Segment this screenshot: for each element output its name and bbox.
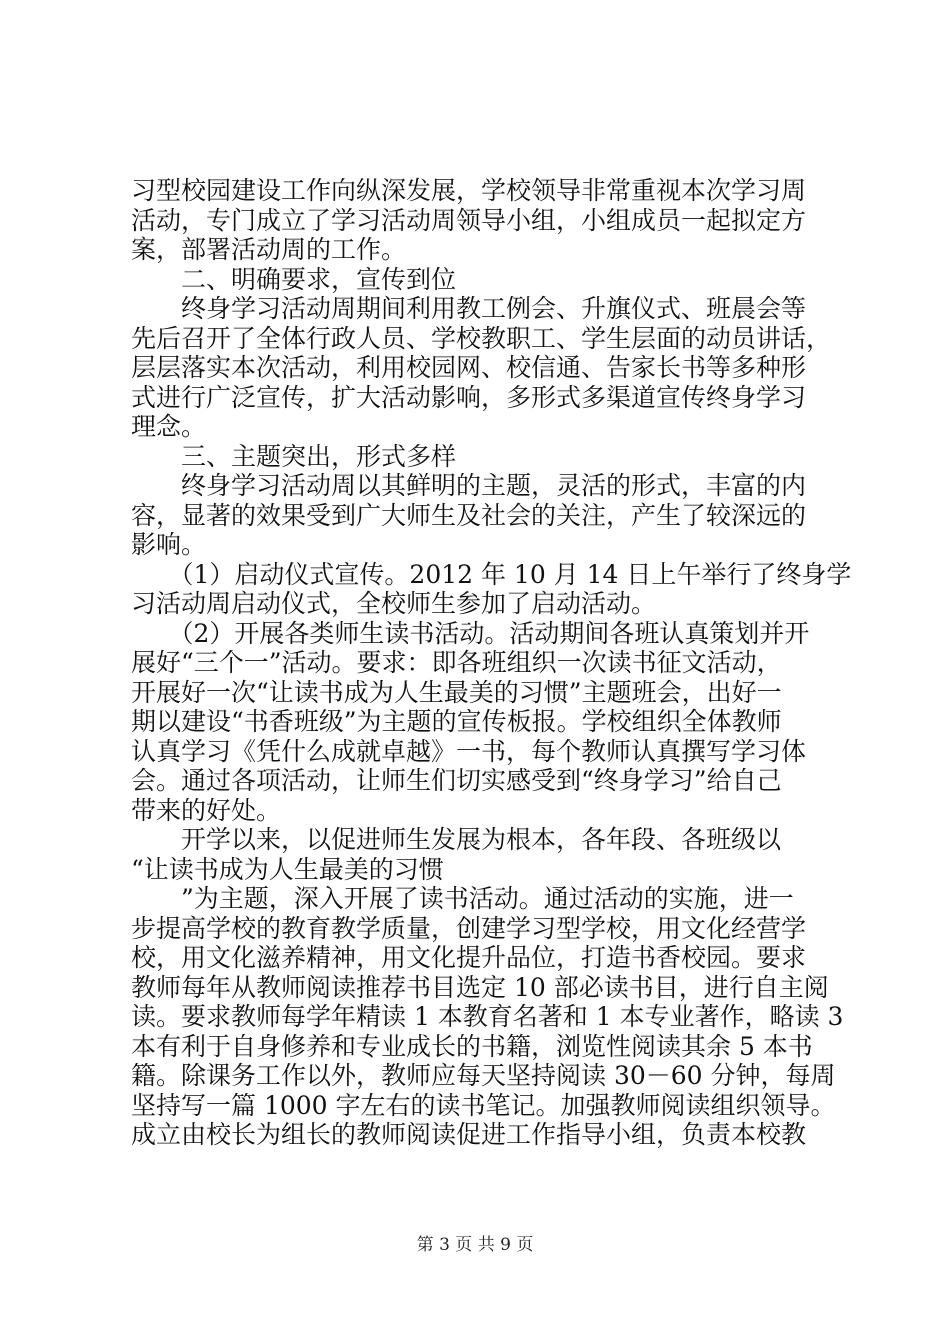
text-line: 终身学习活动周以其鲜明的主题，灵活的形式，丰富的内	[131, 471, 807, 500]
text-line: 理念。	[131, 412, 207, 441]
text-line: 开学以来，以促进师生发展为根本，各年段、各班级以	[131, 825, 782, 854]
text-line: 先后召开了全体行政人员、学校教职工、学生层面的动员讲话，	[131, 323, 832, 353]
text-line: 层层落实本次活动，利用校园网、校信通、告家长书等多种形	[131, 353, 807, 382]
text-line: 校，用文化滋养精神，用文化提升品位，打造书香校园。要求	[131, 943, 807, 972]
section-heading: 二、明确要求，宣传到位	[131, 264, 457, 294]
text-line: 容，显著的效果受到广大师生及社会的关注，产生了较深远的	[131, 500, 807, 530]
text-line: 认真学习《凭什么成就卓越》一书，每个教师认真撰写学习体	[131, 736, 807, 766]
text-line: 本有利于自身修养和专业成长的书籍，浏览性阅读其余 5 本书	[131, 1031, 813, 1061]
text-line: （1）启动仪式宣传。2012 年 10 月 14 日上午举行了终身学	[131, 559, 852, 589]
text-line: 开展好一次“让读书成为人生最美的习惯”主题班会，出好一	[131, 677, 782, 707]
text-line: 终身学习活动周期间利用教工例会、升旗仪式、班晨会等	[131, 294, 807, 323]
text-line: 习型校园建设工作向纵深发展，学校领导非常重视本次学习周	[131, 176, 807, 205]
text-line: 坚持写一篇 1000 字左右的读书笔记。加强教师阅读组织领导。	[131, 1090, 836, 1120]
text-line: 影响。	[131, 530, 207, 559]
document-body	[131, 176, 852, 1150]
text-line: 习活动周启动仪式，全校师生参加了启动活动。	[131, 589, 657, 618]
text-line: 籍。除课务工作以外，教师应每天坚持阅读 30－60 分钟，每周	[131, 1061, 836, 1090]
text-line: 教师每年从教师阅读推荐书目选定 10 部必读书目，进行自主阅	[131, 972, 829, 1002]
text-line: 步提高学校的教育教学质量，创建学习型学校，用文化经营学	[131, 913, 807, 943]
text-line: 式进行广泛宣传，扩大活动影响，多形式多渠道宣传终身学习	[131, 382, 807, 412]
text-line: 期以建设“书香班级”为主题的宣传板报。学校组织全体教师	[131, 707, 782, 736]
text-line: 读。要求教师每学年精读 1 本教育名著和 1 本专业著作，略读 3	[131, 1002, 844, 1031]
text-line: 案，部署活动周的工作。	[131, 235, 407, 264]
text-line: “让读书成为人生最美的习惯	[131, 854, 444, 884]
text-line: 会。通过各项活动，让师生们切实感受到“终身学习”给自己	[131, 766, 782, 795]
section-heading: 三、主题突出，形式多样	[131, 441, 457, 471]
text-line: 展好“三个一”活动。要求：即各班组织一次读书征文活动，	[131, 648, 782, 677]
text-line: 活动，专门成立了学习活动周领导小组，小组成员一起拟定方	[131, 205, 807, 235]
text-line: （2）开展各类师生读书活动。活动期间各班认真策划并开	[131, 618, 810, 648]
text-line: ”为主题，深入开展了读书活动。通过活动的实施，进一	[131, 884, 794, 913]
page-number-footer: 第 3 页 共 9 页	[416, 1235, 534, 1255]
text-line: 成立由校长为组长的教师阅读促进工作指导小组，负责本校教	[131, 1120, 807, 1149]
text-line: 带来的好处。	[131, 795, 282, 825]
